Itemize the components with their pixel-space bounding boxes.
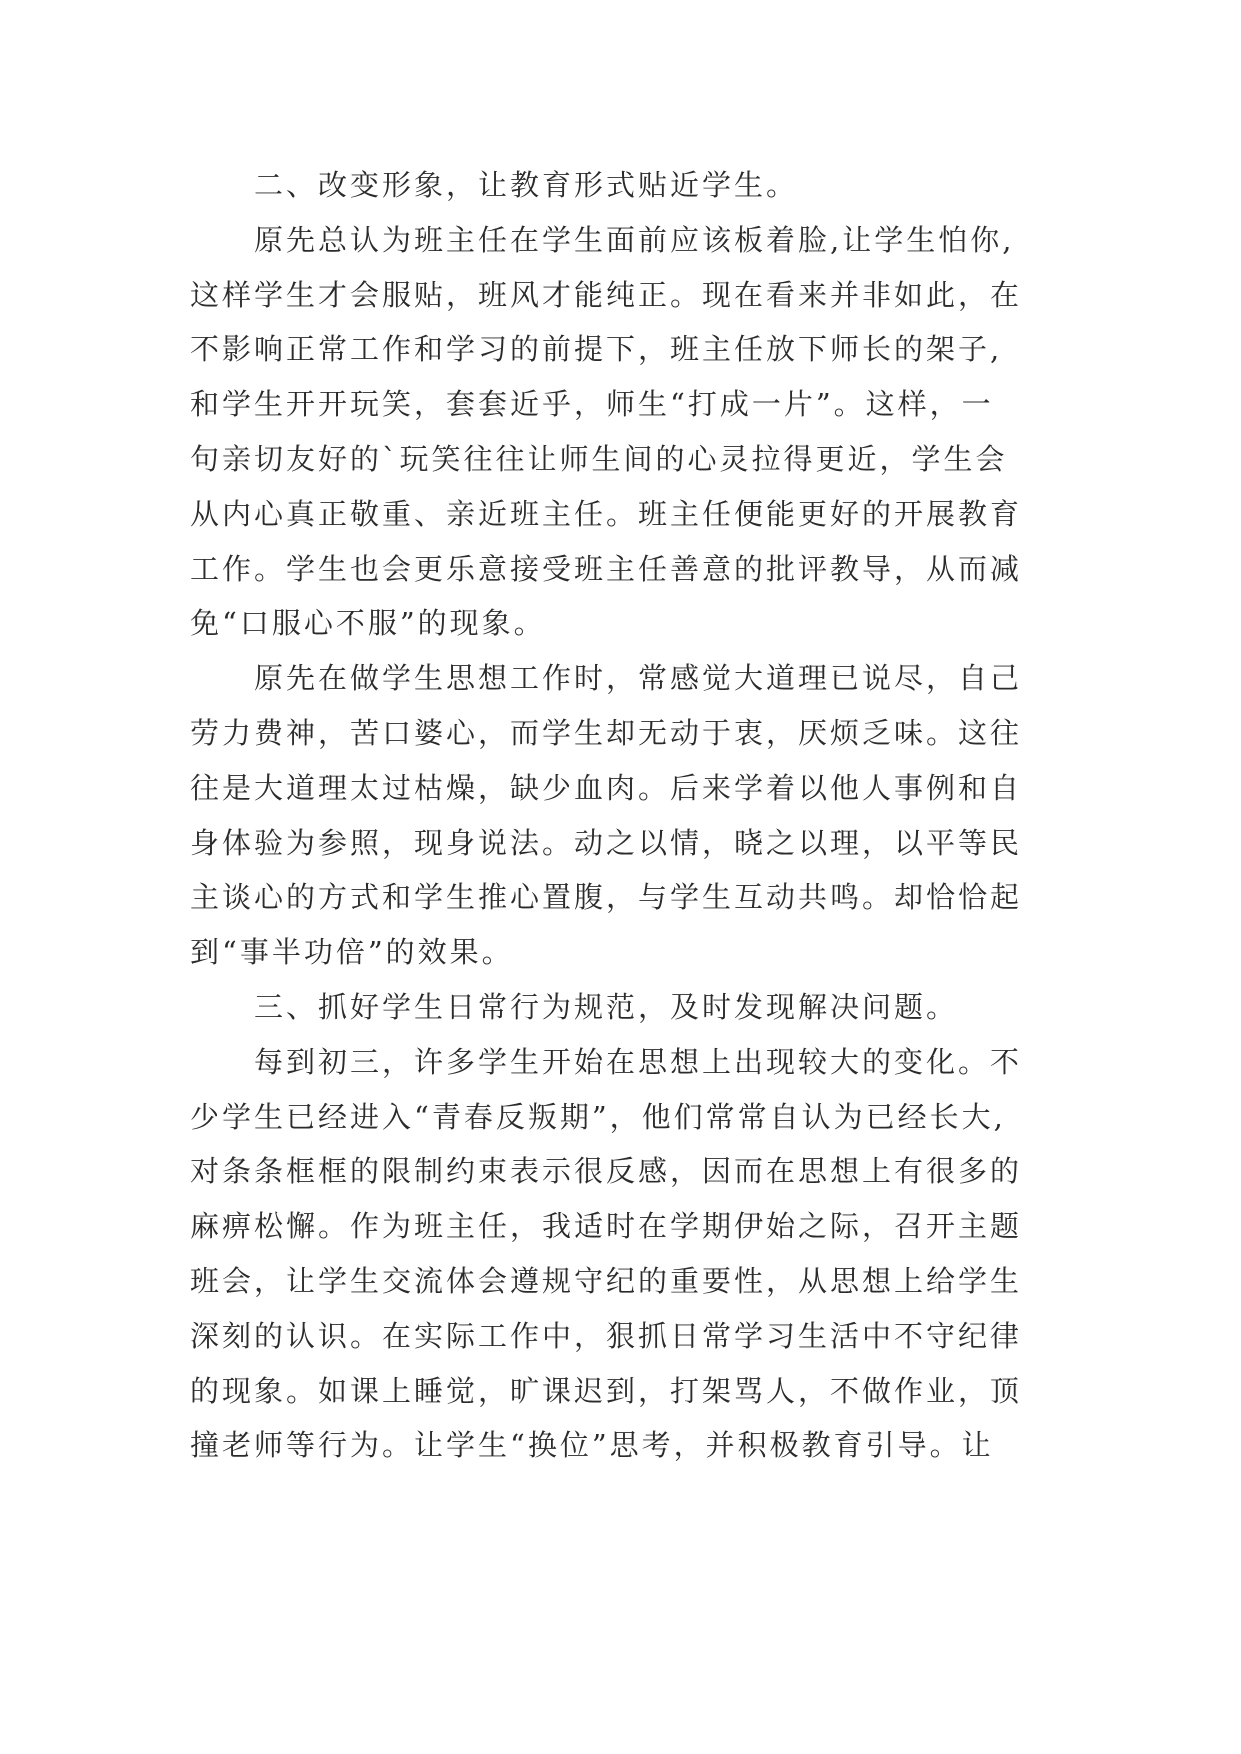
text-line: 撞老师等行为。让学生“换位”思考，并积极教育引导。让	[190, 1428, 994, 1463]
text-line: 从内心真正敬重、亲近班主任。班主任便能更好的开展教育	[190, 496, 1023, 531]
text-line: 往是大道理太过枯燥，缺少血肉。后来学着以他人事例和自	[190, 770, 1023, 805]
section-heading-2: 二、改变形象，让教育形式贴近学生。	[254, 168, 799, 202]
text-line: 对条条框框的限制约束表示很反感，因而在思想上有很多的	[190, 1154, 1023, 1189]
text-line: 少学生已经进入“青春反叛期”，他们常常自认为已经长大,	[190, 1099, 1006, 1134]
section-heading-3: 三、抓好学生日常行为规范，及时发现解决问题。	[254, 989, 959, 1024]
text-line: 身体验为参照，现身说法。动之以情，晓之以理，以平等民	[190, 825, 1023, 860]
text-line: 原先在做学生思想工作时，常感觉大道理已说尽，自己	[254, 661, 1023, 696]
text-line: 原先总认为班主任在学生面前应该板着脸,让学生怕你,	[254, 222, 1015, 257]
document-body	[190, 158, 1070, 1473]
text-line: 句亲切友好的`玩笑往往让师生间的心灵拉得更近，学生会	[190, 441, 1008, 476]
text-line: 和学生开开玩笑，套套近乎，师生“打成一片”。这样，一	[190, 387, 994, 422]
text-line: 这样学生才会服贴，班风才能纯正。现在看来并非如此，在	[190, 277, 1023, 312]
text-line: 工作。学生也会更乐意接受班主任善意的批评教导，从而减	[190, 551, 1023, 586]
text-line: 麻痹松懈。作为班主任，我适时在学期伊始之际，召开主题	[190, 1209, 1023, 1244]
text-line: 班会，让学生交流体会遵规守纪的重要性，从思想上给学生	[190, 1263, 1023, 1298]
text-line: 主谈心的方式和学生推心置腹，与学生互动共鸣。却恰恰起	[190, 880, 1023, 915]
text-line: 到“事半功倍”的效果。	[190, 935, 514, 970]
text-line: 深刻的认识。在实际工作中，狠抓日常学习生活中不守纪律	[190, 1318, 1023, 1353]
text-line: 的现象。如课上睡觉，旷课迟到，打架骂人，不做作业，顶	[190, 1373, 1023, 1408]
text-line: 不影响正常工作和学习的前提下，班主任放下师长的架子,	[190, 332, 1003, 367]
text-line: 每到初三，许多学生开始在思想上出现较大的变化。不	[254, 1044, 1023, 1079]
text-line: 劳力费神，苦口婆心，而学生却无动于衷，厌烦乏味。这往	[190, 715, 1023, 750]
text-line: 免“口服心不服”的现象。	[190, 606, 546, 641]
